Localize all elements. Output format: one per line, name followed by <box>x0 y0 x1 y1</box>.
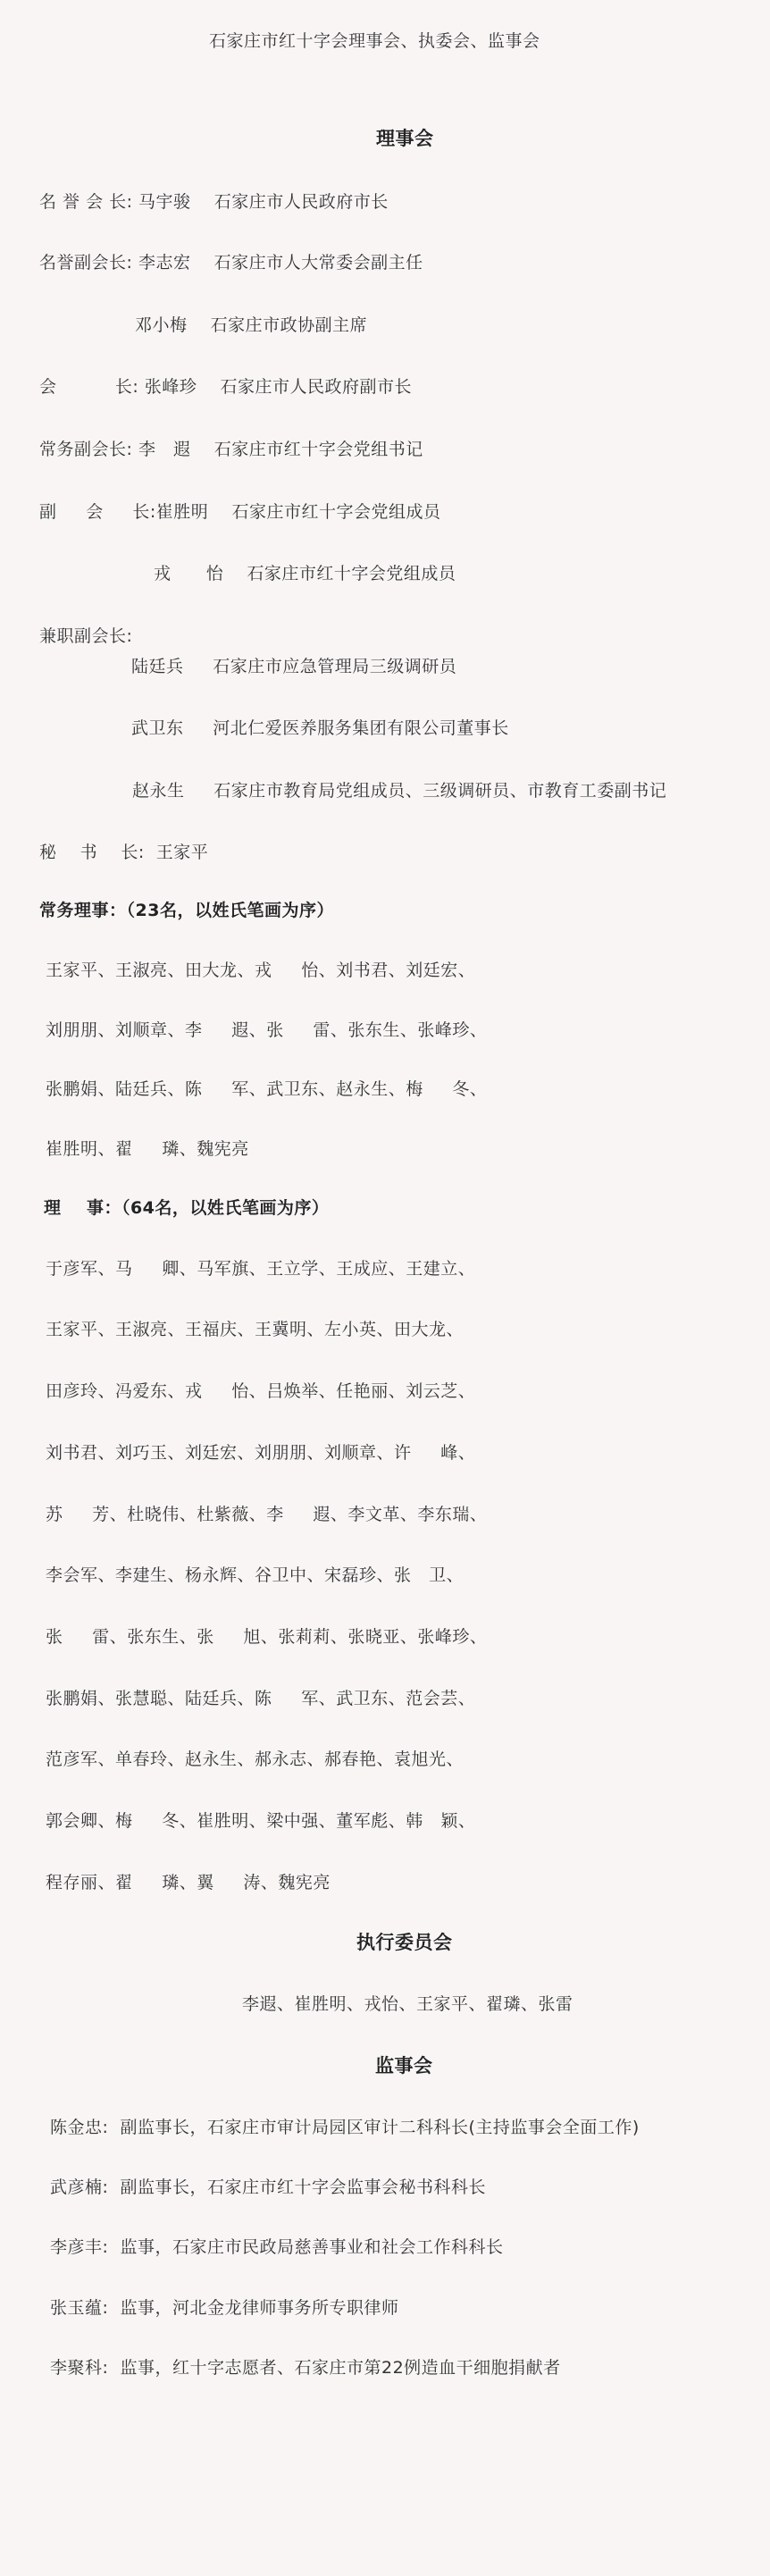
president: 会 长: 张峰珍 石家庄市人民政府副市长 <box>39 377 412 397</box>
supervisor-row: 李彦丰: 监事，石家庄市民政局慈善事业和社会工作科科长 <box>50 2237 504 2257</box>
directors-label: 理 事：（64名，以姓氏笔画为序） <box>44 1198 330 1218</box>
executive-members: 李遐、崔胜明、戎怡、王家平、翟璘、张雷 <box>242 1994 573 2014</box>
standing-directors-row: 张鹏娟、陆廷兵、陈 军、武卫东、赵永生、梅 冬、 <box>46 1079 488 1099</box>
supervisory-heading: 监事会 <box>375 2055 433 2077</box>
standing-directors-label: 常务理事：（23名，以姓氏笔画为序） <box>39 901 334 920</box>
directors-row: 刘书君、刘巧玉、刘廷宏、刘朋朋、刘顺章、许 峰、 <box>46 1443 476 1463</box>
directors-row: 苏 芳、杜晓伟、杜紫薇、李 遐、李文革、李东瑞、 <box>46 1505 488 1524</box>
vice-president: 副 会 长:崔胜明 石家庄市红十字会党组成员 <box>39 502 441 522</box>
honorary-vice-president: 邓小梅 石家庄市政协副主席 <box>135 315 368 335</box>
directors-row: 张 雷、张东生、张 旭、张莉莉、张晓亚、张峰珍、 <box>46 1627 488 1647</box>
council-heading: 理事会 <box>376 128 434 149</box>
part-time-vice-president: 赵永生 石家庄市教育局党组成员、三级调研员、市教育工委副书记 <box>132 781 667 801</box>
directors-row: 范彦军、单春玲、赵永生、郝永志、郝春艳、袁旭光、 <box>46 1749 465 1769</box>
part-time-vice-president: 武卫东 河北仁爱医养服务集团有限公司董事长 <box>131 718 509 738</box>
standing-directors-row: 崔胜明、翟 璘、魏宪亮 <box>46 1139 249 1159</box>
directors-row: 田彦玲、冯爱东、戎 怡、吕焕举、任艳丽、刘云芝、 <box>46 1381 476 1401</box>
directors-row: 李会军、李建生、杨永辉、谷卫中、宋磊珍、张 卫、 <box>46 1565 465 1585</box>
directors-row: 张鹏娟、张慧聪、陆廷兵、陈 军、武卫东、范会芸、 <box>46 1689 476 1708</box>
supervisor-row: 武彦楠: 副监事长，石家庄市红十字会监事会秘书科科长 <box>50 2177 486 2197</box>
header-title: 石家庄市红十字会理事会、执委会、监事会 <box>209 31 540 51</box>
directors-row: 王家平、王淑亮、王福庆、王冀明、左小英、田大龙、 <box>46 1320 465 1339</box>
secretary-general: 秘 书 长: 王家平 <box>39 843 209 862</box>
supervisor-row: 李聚科: 监事，红十字志愿者、石家庄市第22例造血干细胞捐献者 <box>50 2358 561 2378</box>
executive-vice-president: 常务副会长: 李 遐 石家庄市红十字会党组书记 <box>39 440 423 459</box>
supervisor-row: 张玉蕴: 监事，河北金龙律师事务所专职律师 <box>50 2298 399 2318</box>
standing-directors-row: 刘朋朋、刘顺章、李 遐、张 雷、张东生、张峰珍、 <box>46 1020 488 1040</box>
supervisor-row: 陈金忠: 副监事长，石家庄市审计局园区审计二科科长(主持监事会全面工作) <box>50 2118 640 2137</box>
honorary-president: 名 誉 会 长: 马宇骏 石家庄市人民政府市长 <box>39 192 389 212</box>
part-time-vice-president: 陆廷兵 石家庄市应急管理局三级调研员 <box>131 657 457 676</box>
directors-row: 程存丽、翟 璘、翼 涛、魏宪亮 <box>46 1873 331 1892</box>
directors-row: 郭会卿、梅 冬、崔胜明、梁中强、董军彪、韩 颖、 <box>46 1811 476 1831</box>
part-time-vp-label: 兼职副会长: <box>39 626 133 646</box>
directors-row: 于彦军、马 卿、马军旗、王立学、王成应、王建立、 <box>46 1259 476 1279</box>
honorary-vice-president: 名誉副会长: 李志宏 石家庄市人大常委会副主任 <box>39 253 423 273</box>
standing-directors-row: 王家平、王淑亮、田大龙、戎 怡、刘书君、刘廷宏、 <box>46 961 476 980</box>
executive-heading: 执行委员会 <box>356 1932 453 1953</box>
vice-president: 戎 怡 石家庄市红十字会党组成员 <box>154 564 456 583</box>
